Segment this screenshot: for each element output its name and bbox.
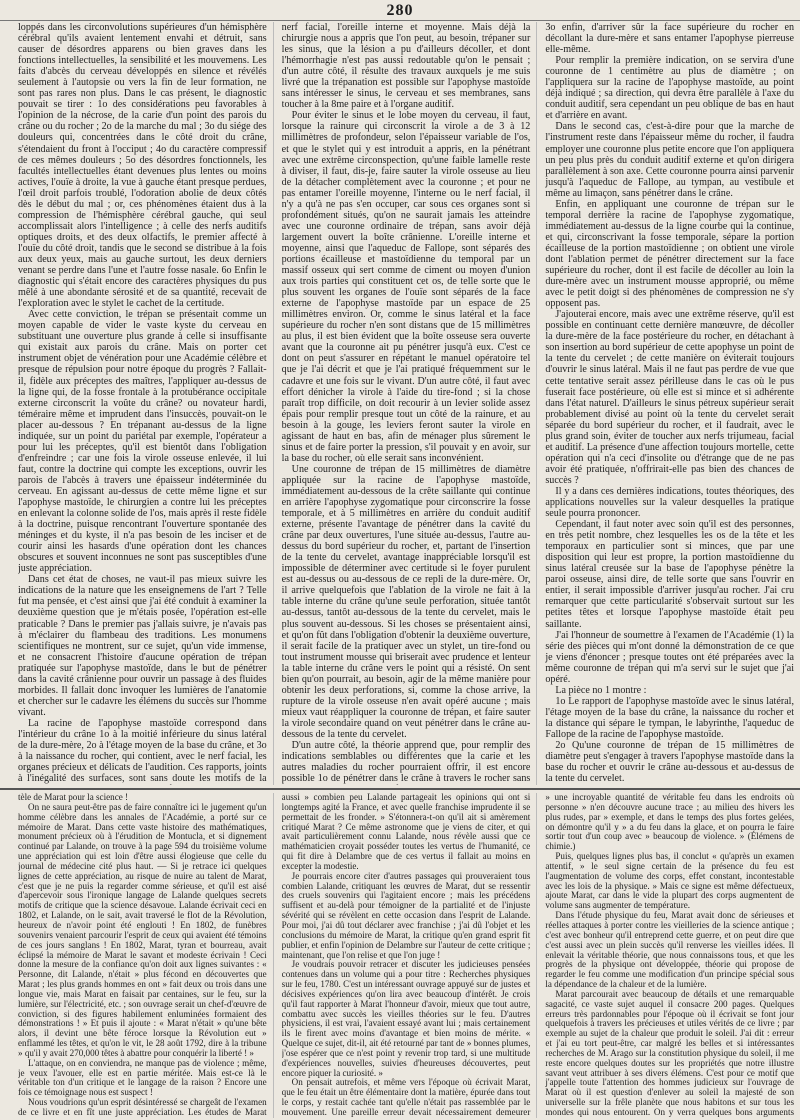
page-number: 280 [386, 2, 414, 19]
paragraph: On ne saura peut-être pas de faire connaître ici le jugement qu'un homme célèbre dans les annales de l'Académie, a porté sur ce mémoire de Marat. Dans cette vaste histoire des mathématiques, monument précieux où à l'érudition de Montucla, et si dignement continué par Lalande, on trouve à la page 594 du troisième volume une appréciation qui est loin d'être aussi élogieuse que celle du journal de médecine cité plus haut. — Si je retrace ici quelques lignes de cette appréciation, au risque de nuire au talent de Marat, c'est que je ne puis la regarder comme sérieuse, et qu'il est aisé d'apercevoir sous l'ironique langage de Lalande quelques secrets motifs de critique que la science désavoue. Lalande écrivait ceci en 1802, et Lalande, on le sait, avait traversé le flot de la Révolution, heureux de n'avoir point été englouti ! En 1802, de funèbres souvenirs venaient parcourir l'esprit de ceux qui avaient été témoins de ces jours sanglans ! En 1802, Marat, tyran et bourreau, avait éclipsé la mémoire de Marat le savant et modeste écrivain ! Ceci donne la mesure de la confiance qu'on doit aux lignes suivantes : « Personne, dit Lalande, n'était » plus fécond en découvertes que Marat ; les plus grands hommes en ont » fait deux ou trois dans une longue vie, mais Marat en faisait par centaines, sur le feu, sur la lumière, sur l'électricité, etc. ; son ouvrage serait un chef-d'œuvre de conviction, si des figures habilement enluminées formaient des démonstrations ! » Et puis il ajoute : « Marat n'était » qu'une bête alors, il devint une bête féroce lorsque la Révolution eut » enflammé les têtes, et qu'on le vit, le 28 août 1792, dire à la tribune » qu'il y avait 270,000 têtes à abattre pour conquérir la liberté ! » [18, 801, 267, 1058]
feuilleton-column-3 [545, 793, 794, 1118]
list-item: 1o Le rapport de l'apophyse mastoïde avec le sinus latéral, l'étage moyen de la base du crâne, la naissance du rocher et la distance qui sépare le tympan, le labyrinthe, l'aqueduc de Fallope de la racine de l'apophyse mastoïde. [545, 695, 794, 740]
paragraph: Pour éviter le sinus et le lobe moyen du cerveau, il faut, lorsque la rainure qui circonscrit la virole a de 3 à 12 millimètres de profondeur, selon l'épaisseur variable de l'os, et que le stylet qui y est introduit a appris, en la pénétrant avec une extrême circonspection, qu'une faible lamelle reste à diviser, il faut, dis-je, faire sauter la virole osseuse au lieu de la détacher complètement avec la couronne ; et pour ne pas entamer l'oreille moyenne, l'interne ou le nerf facial, il n'y a qu'à ne pas s'en occuper, car sous ces organes sont si profondément situés, qu'on ne saurait jamais les atteindre avec une couronne ordinaire de trépan, sans avoir déjà largement ouvert la boîte crânienne. L'oreille interne et moyenne, ainsi que l'aqueduc de Fallope, sont séparés des portions écailleuse et mastoïdienne du temporal par un massif osseux qui sert comme de ciment ou moyen d'union aux trois parties qui constituent cet os, de telle sorte que le plus souvent les organes de l'ouïe sont séparés de la face externe de l'apophyse mastoïde par un espace de 25 millimètres environ. Or, comme le sinus latéral et la face supérieure du rocher n'en sont distans que de 15 millimètres au plus, il est bien évident que la boîte osseuse sera ouverte avant que la couronne ait pu pénétrer jusqu'à eux. C'est ce dont on peut s'assurer en répétant le manuel opératoire tel que je l'ai décrit et que je l'ai pratiqué fréquemment sur le cadavre et une fois sur le vivant. D'un autre côté, il faut avec effort dénicher la virole à l'aide du tire-fond ; si la chose paraît trop difficile, on doit recourir à un levier solide assez épais pour remplir presque tout un côté de la rainure, et au besoin à la gouge, les leviers feront sauter la virole en agissant de haut en bas, afin de ménager plus sûrement le sinus et de faire porter la pression, s'il pouvait y en avoir, sur la base du rocher, où elle serait sans inconvénient. [281, 110, 531, 464]
paragraph: loppés dans les circonvolutions supérieures d'un hémisphère cérébral qu'ils avaient lentement envahi et détruit, sans causer de désordres apparens ou bien graves dans les fonctions intellectuelles, la sensibilité et les mouvemens. Les faits d'abcès du cerveau développés en silence et révélés seulement à l'autopsie ou vers la fin de leur formation, ne sont pas rares non plus. Dans le cas présent, le diagnostic pouvait se tirer : 1o des considérations peu favorables à l'opinion de la nécrose, de la carie d'un point des parois du crâne ou du rocher ; 2o de la marche du mal ; 3o du siége des douleurs qui, concentrées dans le côté droit du crâne, s'étendaient du front à l'occiput ; 4o du caractère compressif de ces mêmes douleurs ; 5o des désordres fonctionnels, les facultés intellectuelles étant devenues plus lentes ou moins actives, l'ouïe à droite, la vue à gauche étant presque perdues, l'œil droit parfois troublé, l'odoration abolie de deux côtés dès le début du mal ; or, ces phénomènes étaient dus à la compression de l'hémisphère cérébral gauche, qui seul accomplissait alors l'intelligence ; à celle des nerfs auditifs optiques droits, et des deux olfactifs, le premier affecté à l'ouïe du côté droit, tandis que le second se distribue à la fois aux deux yeux, mais au gauche surtout, les deux derniers venant se perdre dans l'une et l'autre fosse nasale. 6o Enfin le diagnostic qui s'était encore des caractères physiques du pus mêlé à une abondante sérosité et de sa quantité, recevait de l'exploration avec le stylet le cachet de la certitude. [18, 22, 267, 310]
paragraph: » une incroyable quantité de véritable feu dans les endroits où personne » n'en découvre aucune trace ; au milieu des hivers les plus rudes, par » exemple, et dans le temps des plus fortes gelées, on démontre qu'il y » a du feu dans la glace, et on pourra le faire sortir tout d'un coup avec » beaucoup de violence. » (Élémens de chimie.) [545, 793, 794, 852]
paragraph: Avec cette conviction, le trépan se présentait comme un moyen capable de vider le vaste kyste du cerveau en substituant une ouverture plus grande à celle si insuffisante qui existait aux parois du crâne. Mais on porter cet instrument objet de vénération pour une Académie célèbre et presque de répulsion pour notre époque du progrès ? Fallait-il, fidèle aux préceptes des maîtres, l'appliquer au-dessus de la ligne qui, de la fosse frontale à la protubérance occipitale externe circonscrit la voûte du crâne? ou novateur hardi, téméraire même et imprudent dans l'insuccès, pouvait-on le placer au-dessous ? En trépanant au-dessus de la ligne indiquée, sur un point du pariétal par exemple, l'opérateur a pour lui les préceptes, qu'il est bientôt dans l'obligation d'enfreindre ; car une fois la virole osseuse enlevée, il lui faut, contre la doctrine qui compte les exceptions, ouvrir les parois de l'abcès à travers une épaisseur indéterminée du cerveau. En agissant au-dessus de cette même ligne et sur l'apophyse mastoïde, le chirurgien a contre lui les préceptes en enlevant la colonne solide de l'os, mais après il reste fidèle à la doctrine, puisque rencontrant l'ouverture spontanée des méninges et du kyste, il n'a pas besoin de les inciser et de courir ainsi les hasards d'une opération dont les chances obscures et souvent inconnues ne sont pas susceptibles d'une juste appréciation. [18, 309, 267, 575]
header-rule [0, 20, 800, 21]
paragraph: J'ajouterai encore, mais avec une extrême réserve, qu'il est possible en continuant cette dernière manœuvre, de décoller la dure-mère de la face postérieure du rocher, en détachant à son insertion au bord supérieur de cette apophyse un point de la tente du cervelet ; de cette manière on éviterait toujours d'ouvrir le sinus latéral. Mais il ne faut pas perdre de vue que cette tentative serait assez périlleuse dans le cas où le pus fuserait face postérieure, où elle est si mince et si adhérente dans l'état naturel. D'ailleurs le sinus pétreux supérieur serait probablement divisé au point où la tente du cervelet serait séparée du bord supérieur du rocher, et il faudrait, avec le plus grand soin, éviter de toucher aux nerfs trijumeau, facial et auditif. La présence d'une affection toujours mortelle, cette opération qui n'a ceci d'insolite ou d'étrange que de ne pas avoir été pratiquée, n'offrirait-elle pas bien des chances de succès ? [545, 309, 794, 486]
paragraph: Une couronne de trépan de 15 millimètres de diamètre appliquée sur la racine de l'apophyse mastoïde, immédiatement au-dessous de la crête saillante qui continue en arrière l'apophyse zygomatique pour circonscrire la fosse temporale, et à 5 millimètres en arrière du conduit auditif externe, présente l'avantage de pénétrer dans la cavité du crâne par deux ouvertures, l'une située au-dessus, l'autre au-dessus du bord supérieur du rocher, et, partant de l'insertion de la tente du cervelet, avantage inappréciable lorsqu'il est impossible de déterminer avec certitude si le foyer purulent est au-dessus ou au-dessous de ce repli de la dure-mère. Or, il arrive quelquefois que l'ablation de la virole ne fait à la table interne du crâne qu'une seule perforation, située tantôt au-dessus, tantôt au-dessous de la tente du cervelet, mais le plus souvent au-dessous. Si les choses se présentaient ainsi, et qu'on fût dans l'obligation d'obtenir la deuxième ouverture, il serait facile de la pratiquer avec un stylet, un tire-fond ou tout instrument mousse qui briserait avec prudence et lenteur la table interne du crâne vers le point qui a résisté. On sent bien qu'on pourrait, au besoin, agir de la même manière pour obtenir les deux perforations, si, comme la chose arrive, la rupture de la virole osseuse n'en avait opéré aucune ; mais mieux vaut réappliquer la couronne de trépan, et faire sauter la virole secondaire quand on veut pénétrer dans le crâne au-dessous de la tente du cervelet. [281, 463, 531, 740]
paragraph: Enfin, en appliquant une couronne de trépan sur le temporal derrière la racine de l'apophyse zygomatique, immédiatement au-dessus de la ligne courbe qui la continue, et qui, circonscrivant la fosse temporale, sépare la portion écailleuse de la portion mastoïdienne ; on obtient une virole dont l'ablation permet de pénétrer directement sur la face supérieure du rocher, dont il est facile de décoller au loin la dure-mère avec un instrument mousse approprié, ou même avec le petit doigt si des phénomènes de compression ne s'y opposent pas. [545, 198, 794, 310]
article-column-2 [282, 22, 538, 785]
paragraph: Je pourrais encore citer d'autres passages qui prouveraient tous combien Lalande, critiquant les œuvres de Marat, dut se ressentir des cruels souvenirs qui l'agitaient encore ; mais les précédens suffisent et au-delà pour témoigner de la partialité et de l'injuste sévérité qui se révèlent en cette occasion dans l'esprit de Lalande. Pour moi, j'ai dû tout déclarer avec franchise ; j'ai dû l'objet et les conclusions du mémoire de Marat, la critique qu'en grand esprit fit publier, et enfin l'opinion de Delambre sur l'auteur de cette critique ; maintenant, que l'on relise et que l'on juge ! [281, 870, 531, 960]
article-column-3 [545, 22, 794, 785]
paragraph: L'attaque, on en conviendra, ne manque pas de violence ; même, je veux l'avouer, elle est en partie méritée. Mais est-ce là le véritable ton d'un critique et le langage de la raison ? Encore une fois ce témoignage nous est suspect ! [18, 1057, 267, 1098]
feuilleton-column-2 [282, 793, 538, 1118]
article-section [18, 22, 794, 785]
paragraph: Dans cet état de choses, ne vaut-il pas mieux suivre les indications de la nature que les enseignemens de l'art ? Telle fut ma pensée, et c'est ainsi que j'ai été conduit à examiner la deuxième question que je m'étais posée, l'opération est-elle praticable ? Dans le premier pas j'allais suivre, je n'avais pas à m'éclairer du flambeau des traditions. Les monumens scientifiques ne montrent, sur ce sujet, qu'un vide immense, et ne consacrent l'histoire d'aucune opération de trépan pratiquée sur l'apophyse mastoïde, dans le but de pénétrer dans la cavité crânienne pour ouvrir un passage à des fluides morbides. Il fallait donc invoquer les lumières de l'anatomie et chercher sur le cadavre les élémens du succès sur l'homme vivant. [18, 574, 267, 718]
feuilleton-section [18, 793, 794, 1118]
list-item: 2o Qu'une couronne de trépan de 15 millimètres de diamètre peut s'engager à travers l'apophyse mastoïde dans la base du rocher et ouvrir le crâne au-dessous et au-dessus de la tente du cervelet. [545, 740, 794, 785]
paragraph: Nous voudrions qu'un esprit désintéressé se chargeât de l'examen de ce livre et en fît une juste appréciation. Les études de Marat [18, 1097, 267, 1117]
paragraph: Cependant, il faut noter avec soin qu'il est des personnes, en très petit nombre, chez lesquelles les os de la tête et les temporaux en particulier sont si minces, que par une disposition qui leur est propre, la portion mastoïdienne du sinus latéral creusée sur la base de l'apophyse pénètre la paroi osseuse, ainsi dire, de telle sorte que sans l'ouvrir en entier, il serait impossible d'arriver jusqu'au rocher. J'ai cru remarquer que cette particularité s'observait surtout sur les petites têtes et lorsque l'apophyse mastoïde était peu saillante. [545, 519, 794, 630]
paragraph: J'ai l'honneur de soumettre à l'examen de l'Académie (1) la série des pièces qui m'ont donné la démonstration de ce que je viens d'énoncer ; presque toutes ont été préparées avec la même couronne de trépan qui m'a servi sur le sujet que j'ai opéré. [545, 629, 794, 685]
paragraph: Pour remplir la première indication, on se servira d'une couronne de 1 centimètre au plus de diamètre ; on l'appliquera sur la racine de l'apophyse mastoïde, au point déjà indiqué ; sa direction, qui devra être parallèle à l'axe du conduit auditif, sera cependant un peu oblique de bas en haut et d'arrière en avant. [545, 55, 794, 122]
paragraph: Je voudrais pouvoir retracer et discuter les judicieuses pensées contenues dans un volume qui a pour titre : Recherches physiques sur le feu, 1780. C'est un intéressant ouvrage appuyé sur de justes et décisives expériences qu'on lira avec beaucoup d'intérêt. Je crois qu'il faut rapporter à Marat l'honneur d'avoir, mieux que tout autre, combattu avec succès les vieilles théories sur le feu. D'autres physiciens, il est vrai, l'avaient essayé avant lui ; mais certainement ils le firent avec moins d'avantage et bien moins de mérite. « Quelque ce sujet, dit-il, ait été retourné par tant de » bonnes plumes, j'ose espérer que ce n'est point y revenir trop tard, si une multitude d'expériences nouvelles, suivies d'heureuses découvertes, peut encore piquer la curiosité. » [281, 959, 531, 1078]
section-divider [0, 788, 800, 790]
paragraph: Dans l'étude physique du feu, Marat avait donc de sérieuses et réelles attaques à porter contre les vieilleries de la science antique ; c'est avec bonheur qu'il entreprend cette guerre, et on peut dire que c'est aussi avec un plein succès qu'il renverse les vieilles idées. Il enlevait la véritable théorie, que nous connaissons tous, et que les progrès de la physique ont développée, théorie qui propose de regarder le feu comme une modification d'un principe spécial sous la dépendance de la chaleur et de la lumière. [545, 910, 794, 990]
paragraph: Marat parcourait avec beaucoup de détails et une remarquable sagacité, ce vaste sujet auquel il consacre 200 pages. Quelques erreurs très pardonnables pour l'époque où il écrivait se font jour quelquefois à travers les précieuses et utiles vérités de ce livre ; par exemple au sujet de la chaleur que produit le soleil. J'ai dit : erreur et j'ai eu tort peut-être, car malgré les belles et si intéressantes recherches de M. Arago sur la constitution physique du soleil, il me reste encore quelques doutes sur les propriétés que notre illustre savant veut attribuer à ses divers élémens. C'est pour ce motif que j'appelle toute l'attention des hommes judicieux sur l'ouvrage de Marat où il est question d'enlever au soleil la majesté de son universelle sur la frêle planète que nous habitons et sur tous les mondes qui nous entourent. On y verra quelques bons arguments [545, 988, 794, 1117]
paragraph: On pensait autrefois, et même vers l'époque où écrivait Marat, que le feu était un être élémentaire dont la matière, épurée dans tout le corps, y restait cachée tant qu'elle n'était pas rassemblée par le mouvement. Une pareille erreur devait nécessairement demeurer [281, 1077, 531, 1117]
paragraph: Dans le second cas, c'est-à-dire pour que la marche de l'instrument reste dans l'épaisseur même du rocher, il faudra employer une couronne plus petite encore que l'on appliquera un peu plus près du conduit auditif externe et qu'on dirigera parallèlement à son axe. Cette couronne pourra ainsi parvenir jusqu'à l'aqueduc de Fallope, au tympan, au vestibule et même au limaçon, sans pénétrer dans le crâne. [545, 121, 794, 199]
paragraph: Il y a dans ces dernières indications, toutes théoriques, des applications nouvelles sur la valeur desquelles la pratique seule pourra prononcer. [545, 485, 794, 520]
article-column-1 [18, 22, 274, 785]
paragraph: aussi » combien peu Lalande partageait les opinions qui ont si longtemps agité la France, et avec quelle franchise imprudente il se permettait de les fronder. » S'étonnera-t-on qu'il ait si amèrement critiqué Marat ? Ce même astronome que je viens de citer, et qui avait particulièrement connu Lalande, nous révèle aussi que ce mathématicien croyait posséder toutes les vertus de l'humanité, ce qui fit dire à Delambre que de ces vertus il fallait au moins en excepter la modestie. [281, 793, 531, 871]
feuilleton-column-1 [18, 793, 274, 1118]
paragraph: tèle de Marat pour la science ! [18, 793, 129, 802]
paragraph: 3o enfin, d'arriver sûr la face supérieure du rocher en décollant la dure-mère et sans entamer l'apophyse pierreuse elle-même. [545, 22, 794, 56]
paragraph: La racine de l'apophyse mastoïde correspond dans l'intérieur du crâne 1o à la moitié inférieure du sinus latéral de la dure-mère, 2o à l'étage moyen de la base du crâne, et 3o à la naissance du rocher, qui contient, avec le nerf facial, les organes précieux et délicats de l'audition. Ces rapports, joints à l'inégalité des surfaces, sont sans doute les motifs de la [18, 717, 267, 785]
paragraph: La pièce no 1 montre : [555, 684, 647, 696]
paragraph: nerf facial, l'oreille interne et moyenne. Mais déjà la chirurgie nous a appris que l'on peut, au besoin, trépaner sur les sinus, que la lésion a pu d'ailleurs décoller, et dont l'hémorrhagie n'est pas aussi redoutable qu'on le pensait ; d'un autre côté, il résulte des travaux auxquels je me suis livré que la trépanation est possible sur l'apophyse mastoïde sans intéresser le sinus, le cerveau et ses membranes, sans toucher à la 8me paire et à l'organe auditif. [281, 22, 531, 111]
paragraph: D'un autre côté, la théorie apprend que, pour remplir des indications semblables ou différentes que la carie et les autres maladies du rocher pourraient offrir, il est encore possible 1o de pénétrer dans le crâne à travers le rocher sans [281, 740, 531, 785]
paragraph: Puis, quelques lignes plus bas, il conclut « qu'après un examen attentif, » le seul signe certain de la présence du feu est l'augmentation de volume des corps, effet constant, incontestable avec les lois de la physique. » Mais ce signe est même défectueux, ajoute Marat, car dans le vide la plupart des corps augmentent de volume sans augmenter de température. [545, 851, 794, 911]
